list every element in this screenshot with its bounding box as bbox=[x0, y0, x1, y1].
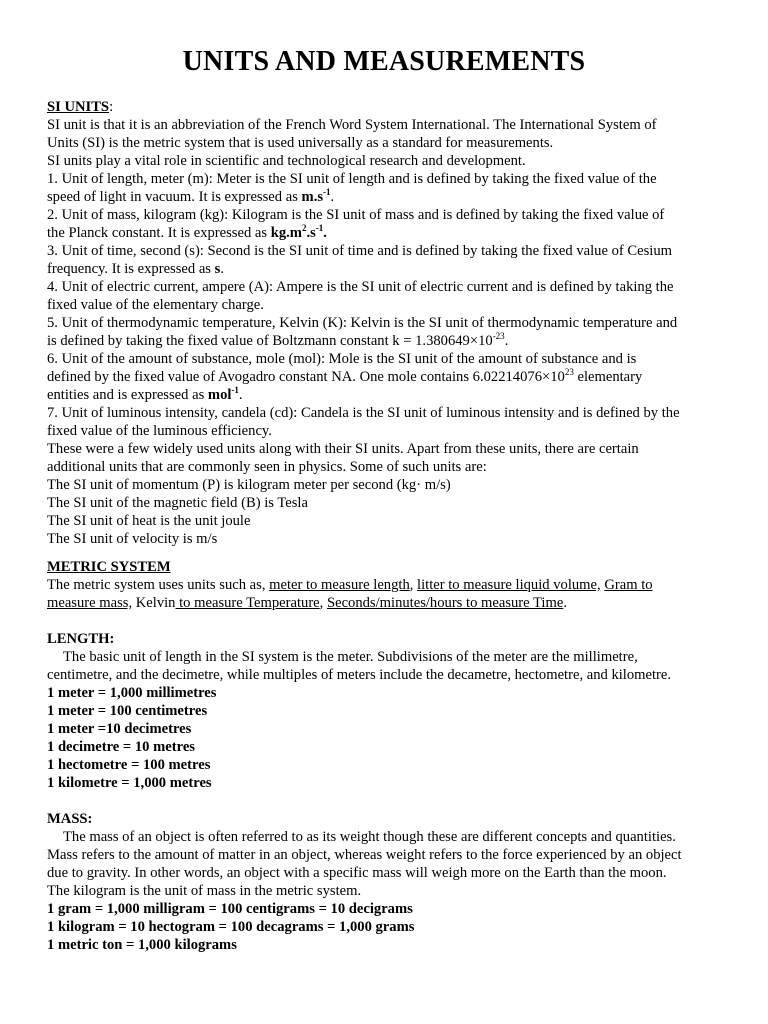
text-run: entities and is expressed as bbox=[47, 387, 208, 403]
text-run: the Planck constant. It is expressed as bbox=[47, 225, 271, 241]
si-item-luminous: 7. Unit of luminous intensity, candela (cd): Candela is the SI unit of luminous intensity and is defined by the bbox=[47, 405, 680, 421]
mass-heading: MASS: bbox=[47, 811, 93, 827]
paragraph-line: These were a few widely used units along with their SI units. Apart from these units, there are certain bbox=[47, 441, 639, 457]
underlined-phrase: litter to measure liquid volume, bbox=[417, 577, 601, 593]
underlined-phrase: Seconds/minutes/hours to measure Time bbox=[326, 595, 564, 611]
text-run: frequency. It is expressed as bbox=[47, 261, 215, 277]
underlined-phrase: Gram to bbox=[604, 577, 653, 593]
document-title: UNITS AND MEASUREMENTS bbox=[182, 46, 586, 77]
si-item-mass: 2. Unit of mass, kilogram (kg): Kilogram is the SI unit of mass and is defined by taking the fixed value of bbox=[47, 207, 665, 223]
si-item-time: 3. Unit of time, second (s): Second is the SI unit of time and is defined by taking the fixed value of Cesium bbox=[47, 243, 672, 259]
unit-exponent: -1 bbox=[323, 187, 331, 198]
underlined-phrase: to measure Temperature bbox=[175, 595, 320, 611]
text-run: defined by the fixed value of Avogadro constant NA. One mole contains 6.02214076×10 bbox=[47, 369, 565, 385]
si-item-substance-cont bbox=[47, 368, 721, 386]
extra-unit-line: The SI unit of the magnetic field (B) is Tesla bbox=[47, 495, 308, 511]
text-run: . bbox=[504, 333, 509, 349]
extra-unit-line: The SI unit of velocity is m/s bbox=[47, 531, 218, 547]
paragraph-line: SI unit is that it is an abbreviation of the French Word System International. The International System of bbox=[47, 117, 657, 133]
text-run: , bbox=[319, 595, 327, 611]
paragraph-line: additional units that are commonly seen in physics. Some of such units are: bbox=[47, 459, 487, 475]
si-item-mass-cont bbox=[47, 224, 721, 242]
conversion-rule: 1 gram = 1,000 milligram = 100 centigrams = 10 decigrams bbox=[47, 901, 413, 917]
si-units-heading-line bbox=[47, 98, 721, 116]
extra-unit-line: The SI unit of momentum (P) is kilogram meter per second (kg· m/s) bbox=[47, 477, 451, 493]
text-run: speed of light in vacuum. It is expressed as bbox=[47, 189, 302, 205]
paragraph-line: centimetre, and the decimetre, while multiples of meters include the decametre, hectometre, and kilometre. bbox=[47, 667, 672, 683]
si-item-current-cont: fixed value of the elementary charge. bbox=[47, 297, 264, 313]
mass-section bbox=[47, 810, 721, 954]
length-section bbox=[47, 630, 721, 792]
extra-unit-line: The SI unit of heat is the unit joule bbox=[47, 513, 251, 529]
si-item-substance: 6. Unit of the amount of substance, mole (mol): Mole is the SI unit of the amount of substance and is bbox=[47, 351, 637, 367]
conversion-rule: 1 decimetre = 10 metres bbox=[47, 739, 195, 755]
text-run: , bbox=[409, 577, 418, 593]
text-run: . bbox=[238, 387, 243, 403]
conversion-rule: 1 metric ton = 1,000 kilograms bbox=[47, 937, 237, 953]
si-item-substance-cont2 bbox=[47, 386, 721, 404]
paragraph-line: SI units play a vital role in scientific and technological research and development. bbox=[47, 153, 526, 169]
si-item-time-cont bbox=[47, 260, 721, 278]
text-run: . bbox=[220, 261, 224, 277]
text-run: . bbox=[563, 595, 567, 611]
si-units-heading: SI UNITS bbox=[47, 99, 110, 115]
conversion-rule: 1 kilometre = 1,000 metres bbox=[47, 775, 212, 791]
conversion-rule: 1 hectometre = 100 metres bbox=[47, 757, 211, 773]
metric-system-heading: METRIC SYSTEM bbox=[47, 559, 171, 575]
conversion-rule: 1 kilogram = 10 hectogram = 100 decagrams = 1,000 grams bbox=[47, 919, 415, 935]
unit-expression: mol bbox=[207, 387, 232, 403]
si-units-section bbox=[47, 98, 721, 548]
si-item-length: 1. Unit of length, meter (m): Meter is the SI unit of length and is defined by taking the fixed value of the bbox=[47, 171, 657, 187]
si-item-current: 4. Unit of electric current, ampere (A): Ampere is the SI unit of electric current and is defined by taking the bbox=[47, 279, 674, 295]
si-item-length-cont bbox=[47, 188, 721, 206]
paragraph-line: due to gravity. In other words, an object with a specific mass will weigh more on the Earth than the moon. bbox=[47, 865, 667, 881]
si-item-temperature: 5. Unit of thermodynamic temperature, Kelvin (K): Kelvin is the SI unit of thermodynamic temperature and bbox=[47, 315, 678, 331]
exponent: -23 bbox=[492, 331, 505, 342]
underlined-phrase: meter to measure length bbox=[269, 577, 410, 593]
unit-expression: m.s bbox=[301, 189, 324, 205]
unit-expression: kg.m bbox=[270, 225, 302, 241]
paragraph-line: The kilogram is the unit of mass in the metric system. bbox=[47, 883, 362, 899]
si-item-luminous-cont: fixed value of the luminous efficiency. bbox=[47, 423, 272, 439]
unit-expression: s bbox=[214, 261, 221, 277]
conversion-rule: 1 meter =10 decimetres bbox=[47, 721, 192, 737]
text-run: Kelvin bbox=[132, 595, 176, 611]
text-run: The metric system uses units such as, bbox=[47, 577, 270, 593]
underlined-phrase: measure mass, bbox=[47, 595, 133, 611]
paragraph-line: Units (SI) is the metric system that is used universally as a standard for measurements. bbox=[47, 135, 554, 151]
unit-exponent: 2 bbox=[301, 223, 307, 234]
metric-line-1 bbox=[47, 576, 721, 594]
unit-expression: .s bbox=[306, 225, 316, 241]
conversion-rule: 1 meter = 1,000 millimetres bbox=[47, 685, 217, 701]
paragraph-line: The basic unit of length in the SI system is the meter. Subdivisions of the meter are the millimetre, bbox=[63, 649, 638, 665]
exponent: 23 bbox=[564, 367, 574, 378]
text-run: elementary bbox=[573, 369, 643, 385]
si-item-temperature-cont bbox=[47, 332, 721, 350]
unit-exponent: -1 bbox=[231, 385, 239, 396]
paragraph-line: The mass of an object is often referred to as its weight though these are different concepts and quantities. bbox=[63, 829, 676, 845]
paragraph-line: Mass refers to the amount of matter in an object, whereas weight refers to the force experienced by an object bbox=[47, 847, 682, 863]
text-run: . bbox=[330, 189, 335, 205]
text-run: is defined by taking the fixed value of Boltzmann constant k = 1.380649×10 bbox=[47, 333, 493, 349]
metric-system-section bbox=[47, 558, 721, 612]
metric-line-2 bbox=[47, 594, 721, 612]
conversion-rule: 1 meter = 100 centimetres bbox=[47, 703, 208, 719]
heading-colon: : bbox=[109, 99, 114, 115]
text-run: . bbox=[323, 225, 327, 241]
unit-exponent: -1 bbox=[315, 223, 324, 234]
length-heading: LENGTH: bbox=[47, 631, 115, 647]
